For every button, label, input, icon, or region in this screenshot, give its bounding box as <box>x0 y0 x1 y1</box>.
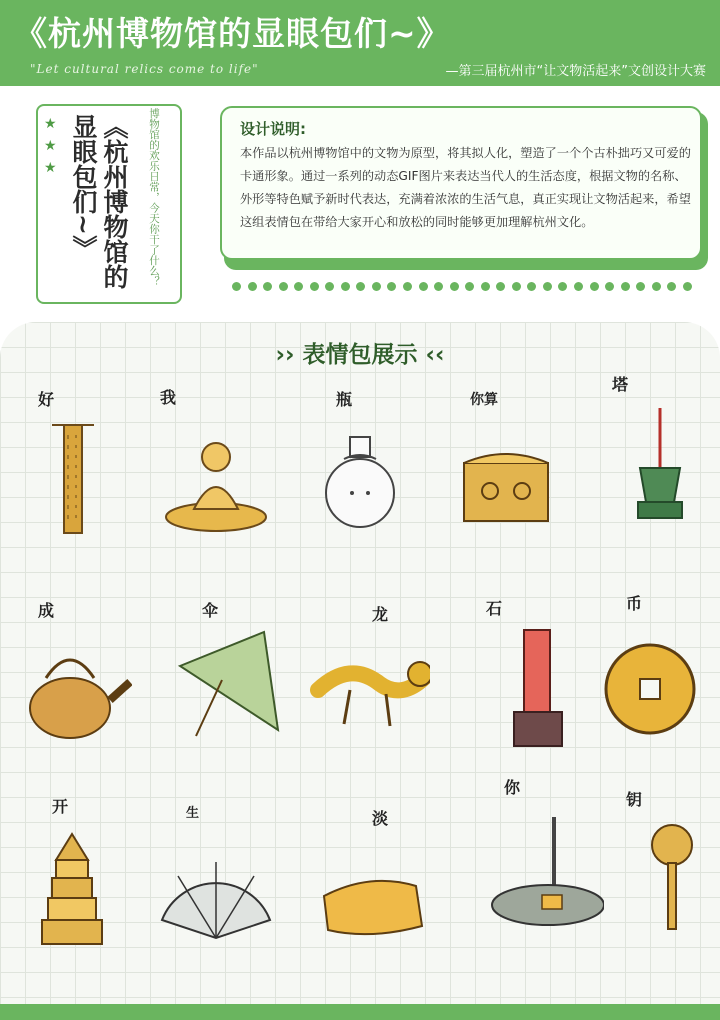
sticker-label: 塔 <box>612 375 629 394</box>
sticker-label: 开 <box>52 797 69 816</box>
contest-subtitle: —第三届杭州市“让文物活起来”文创设计大赛 <box>445 64 706 79</box>
cushion-icon <box>310 820 430 950</box>
header-banner <box>0 0 720 86</box>
bamboo-slip-icon <box>12 405 132 535</box>
sticker-label: 好 <box>38 390 55 409</box>
sticker-item[interactable] <box>2 375 142 555</box>
vase-icon <box>300 405 420 535</box>
sticker-label: 生 <box>186 806 200 821</box>
page-title: 《杭州博物馆的显眼包们~》 <box>14 14 451 53</box>
sticker-label: 你 <box>504 778 521 797</box>
star-icon: ★ <box>44 160 57 176</box>
star-icon: ★ <box>44 138 57 154</box>
teapot-icon <box>12 620 132 750</box>
sticker-item[interactable] <box>146 790 286 970</box>
sticker-label: 成 <box>38 601 55 620</box>
sticker-label: 龙 <box>372 605 389 624</box>
description-heading: 设计说明: <box>240 120 306 138</box>
sticker-label: 钥 <box>626 790 643 809</box>
sticker-item[interactable] <box>300 790 440 970</box>
dragon-icon <box>310 620 430 750</box>
description-body: 本作品以杭州博物馆中的文物为原型，将其拟人化，塑造了一个个古朴拙巧又可爱的卡通形象。通过一系列的动态GIF图片来表达当代人的生活态度，根据文物的名称、外形等特色赋予新时代表达，充满着浓浓的生活气息，真正实现让文物活起来，希望这组表情包在带给大家开心和放松的同时能够更加理解杭州文化。 <box>240 146 691 229</box>
sticker-item[interactable] <box>300 590 440 770</box>
sticker-item[interactable] <box>156 590 296 770</box>
sticker-label: 你算 <box>470 392 498 408</box>
sticker-item[interactable] <box>578 362 718 542</box>
sticker-label: 石 <box>486 599 503 618</box>
coin-icon <box>588 615 708 745</box>
sticker-item[interactable] <box>578 585 718 765</box>
sticker-label: 淡 <box>372 809 389 828</box>
vertical-title: 《杭州博物馆的显眼包们~》 <box>69 114 129 289</box>
vertical-note: 博物馆的欢乐日常，今天你干了什么？ <box>148 108 160 287</box>
pagoda-icon <box>12 820 132 950</box>
fan-icon <box>156 820 276 950</box>
jade-pagoda-icon <box>588 398 708 528</box>
sticker-label: 币 <box>626 594 643 613</box>
umbrella-icon <box>166 620 286 750</box>
sticker-label: 瓶 <box>336 390 353 409</box>
sticker-item[interactable] <box>434 375 574 555</box>
key-icon <box>588 805 708 935</box>
sticker-label: 我 <box>160 388 177 407</box>
sticker-item[interactable] <box>2 790 142 970</box>
bottom-bar <box>0 1004 720 1020</box>
description-card <box>220 106 702 260</box>
bronze-vessel-icon <box>444 405 564 535</box>
vertical-title-card <box>36 104 182 304</box>
sticker-item[interactable] <box>2 590 142 770</box>
star-icon: ★ <box>44 116 57 132</box>
sticker-label: 伞 <box>202 601 219 620</box>
english-subtitle: "Let cultural relics come to life" <box>30 62 259 76</box>
sticker-item[interactable] <box>578 775 718 955</box>
figurine-icon <box>156 405 276 535</box>
sticker-item[interactable] <box>146 375 286 555</box>
sticker-item[interactable] <box>290 375 430 555</box>
section-title: ›› 表情包展示 ‹‹ <box>275 342 445 368</box>
dotted-divider <box>232 282 692 294</box>
